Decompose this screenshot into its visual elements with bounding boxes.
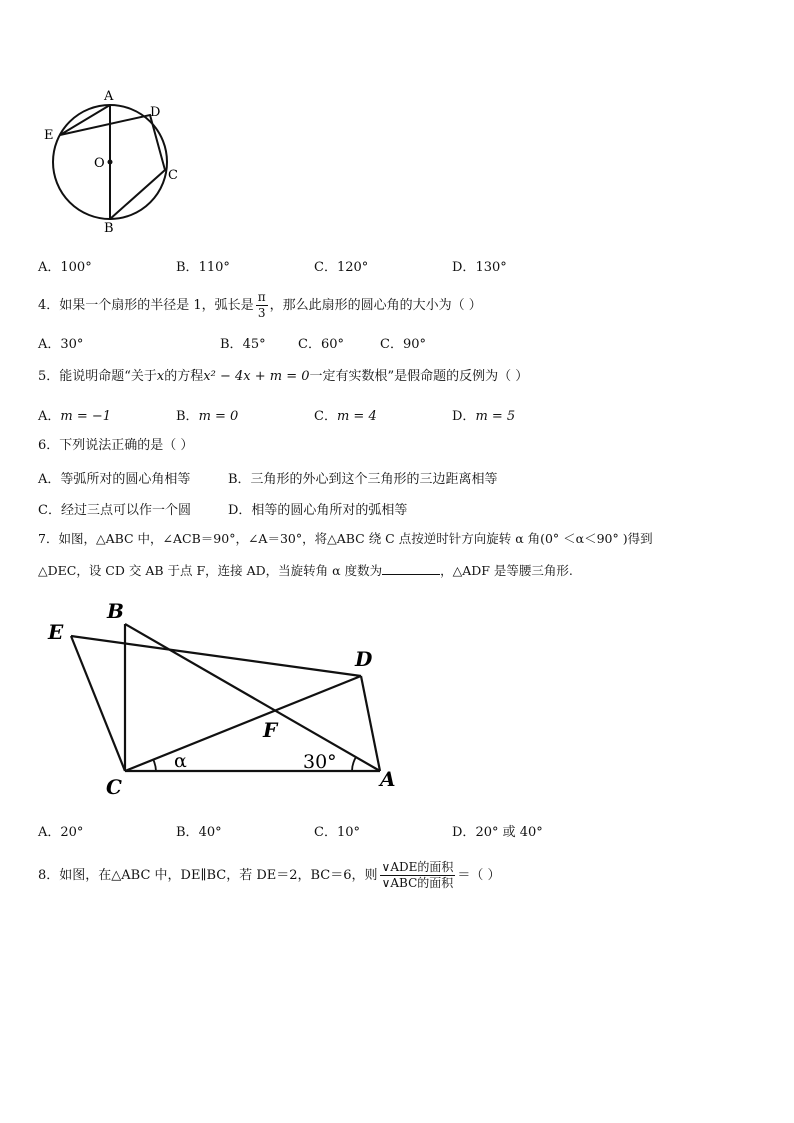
- center-dot: [108, 160, 113, 165]
- circle-figure: [38, 84, 188, 234]
- q4-option-a[interactable]: A．30°: [38, 337, 84, 352]
- fig-label-f: F: [263, 718, 278, 742]
- q3-option-b[interactable]: B．110°: [176, 260, 230, 275]
- q5-option-a[interactable]: A．m = −1: [38, 409, 112, 424]
- label-a: A: [104, 89, 114, 104]
- angle-a-arc: [352, 757, 356, 771]
- q3-option-c[interactable]: C．120°: [314, 260, 369, 275]
- q7-option-b[interactable]: B．40°: [176, 825, 222, 840]
- q7-option-c[interactable]: C．10°: [314, 825, 360, 840]
- label-e: E: [44, 128, 54, 143]
- segment-ce: [71, 636, 125, 771]
- label-d: D: [150, 105, 161, 120]
- q6-option-a[interactable]: A．等弧所对的圆心角相等: [38, 472, 191, 487]
- q5-equation: x² − 4x + m = 0: [203, 369, 310, 384]
- fig-label-alpha: α: [174, 750, 187, 772]
- q4-stem: 4．如果一个扇形的半径是 1，弧长是 $\frac{\pi}{3}$ ，那么此扇形的圆心角的大小为（ ）: [38, 290, 482, 320]
- q5-stem: 5．能说明命题“关于x的方程x² − 4x + m = 0一定有实数根”是假命题的反例为（ ）: [38, 369, 529, 384]
- segment-ba: [125, 624, 380, 771]
- q6-option-c[interactable]: C．经过三点可以作一个圆: [38, 503, 191, 518]
- answer-blank[interactable]: [382, 562, 440, 575]
- fig-label-b: B: [107, 599, 124, 623]
- q7-option-d[interactable]: D．20° 或 40°: [452, 825, 543, 840]
- label-o: O: [94, 156, 105, 171]
- fig-label-d: D: [355, 647, 373, 671]
- q4-option-c[interactable]: C．60°: [298, 337, 344, 352]
- alpha-arc: [153, 759, 156, 771]
- q5-option-d[interactable]: D．m = 5: [452, 409, 516, 424]
- label-b: B: [104, 221, 114, 234]
- q4-fraction: $\frac{\pi}{3}$: [257, 290, 266, 320]
- q7-option-a[interactable]: A．20°: [38, 825, 84, 840]
- q8-stem: 8．如图，在△ABC 中，DE∥BC，若 DE＝2，BC＝6，则 $\frac{\text{∨ADE的面积}}{\text{∨ABC的面积}}$ ＝（ ）: [38, 860, 501, 890]
- fig-label-a: A: [380, 767, 396, 791]
- q5-option-c[interactable]: C．m = 4: [314, 409, 377, 424]
- q4-option-b[interactable]: B．45°: [220, 337, 266, 352]
- q6-stem: 6．下列说法正确的是（ ）: [38, 438, 194, 453]
- q4-option-d[interactable]: C．90°: [380, 337, 426, 352]
- label-c: C: [168, 168, 178, 183]
- q6-option-b[interactable]: B．三角形的外心到这个三角形的三边距离相等: [228, 472, 498, 487]
- fig-label-30: 30°: [303, 751, 337, 773]
- q7-stem-line1: 7．如图，△ABC 中，∠ACB＝90°，∠A＝30°，将△ABC 绕 C 点按逆时针方向旋转 α 角(0° ＜α＜90° )得到: [38, 531, 653, 546]
- q3-option-a[interactable]: A．100°: [38, 260, 92, 275]
- q7-stem-line2: △DEC，设 CD 交 AB 于点 F，连接 AD，当旋转角 α 度数为 ，△ADF 是等腰三角形.: [38, 563, 573, 578]
- rotation-figure: [40, 596, 410, 806]
- fig-label-e: E: [48, 620, 64, 644]
- fig-label-c: C: [106, 775, 122, 799]
- segment-da: [361, 676, 380, 771]
- segment-ed: [71, 636, 361, 676]
- q3-option-d[interactable]: D．130°: [452, 260, 507, 275]
- q5-option-b[interactable]: B．m = 0: [176, 409, 239, 424]
- q6-option-d[interactable]: D．相等的圆心角所对的弧相等: [228, 503, 408, 518]
- q8-fraction: $\frac{\text{∨ADE的面积}}{\text{∨ABC的面积}}$: [381, 860, 454, 890]
